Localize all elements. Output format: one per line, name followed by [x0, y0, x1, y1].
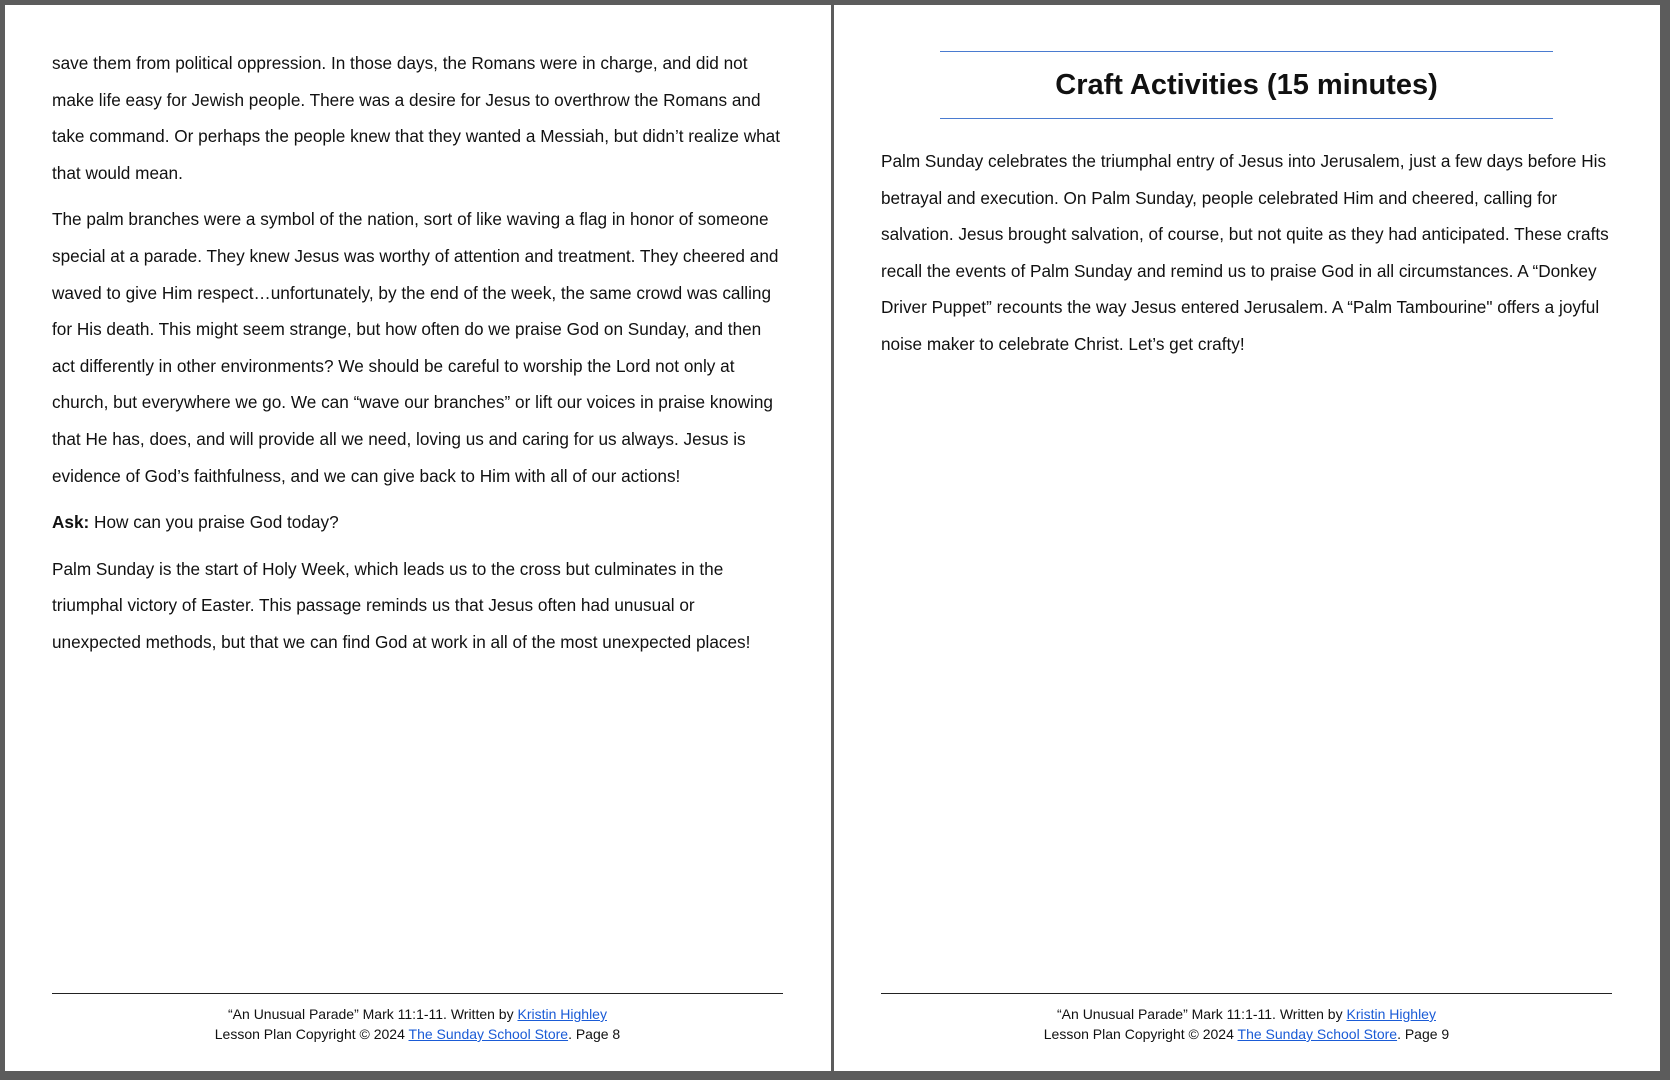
- author-link[interactable]: Kristin Highley: [1346, 1006, 1436, 1022]
- footer-copyright: Lesson Plan Copyright © 2024: [1043, 1026, 1238, 1042]
- author-link[interactable]: Kristin Highley: [517, 1006, 607, 1022]
- footer-line-2: [52, 1024, 783, 1044]
- page-footer: [52, 993, 783, 1044]
- ask-paragraph: [52, 504, 782, 541]
- body-paragraph: The palm branches were a symbol of the nation, sort of like waving a flag in honor of someone special at a parade. They knew Jesus was worthy of attention and treatment. They cheered and waved to give Him respect…unfortunately, by the end of the week, the same crowd was calling for His death. This might seem strange, but how often do we praise God on Sunday, and then act differently in other environments? We should be careful to worship the Lord not only at church, but everywhere we go. We can “wave our branches” or lift our voices in praise knowing that He has, does, and will provide all we need, loving us and caring for us always. Jesus is evidence of God’s faithfulness, and we can give back to Him with all of our actions!: [52, 209, 779, 486]
- ask-question: How can you praise God today?: [89, 512, 339, 533]
- page-number: . Page 9: [1397, 1026, 1450, 1042]
- body-paragraph: Palm Sunday is the start of Holy Week, which leads us to the cross but culminates in the triumphal victory of Easter. This passage reminds us that Jesus often had unusual or unexpected methods, but that we can find God at work in all of the most unexpected places!: [52, 558, 751, 652]
- ask-label: Ask:: [52, 512, 90, 533]
- footer-line-2: [881, 1024, 1612, 1044]
- store-link[interactable]: The Sunday School Store: [1237, 1026, 1398, 1042]
- footer-line-1: [881, 1004, 1612, 1024]
- section-heading-box: [940, 51, 1553, 119]
- section-heading: Craft Activities (15 minutes): [1055, 69, 1438, 101]
- page-footer: [881, 993, 1612, 1044]
- footer-line-1: [52, 1004, 783, 1024]
- page-9-body: [881, 143, 1621, 373]
- page-9: [834, 5, 1660, 1071]
- page-8: [5, 5, 831, 1071]
- footer-lesson-title: “An Unusual Parade” Mark 11:1-11. Written by: [1057, 1006, 1347, 1022]
- footer-copyright: Lesson Plan Copyright © 2024: [214, 1026, 409, 1042]
- page-8-body: [52, 45, 782, 671]
- footer-lesson-title: “An Unusual Parade” Mark 11:1-11. Written by: [228, 1006, 518, 1022]
- body-paragraph: save them from political oppression. In those days, the Romans were in charge, and did not make life easy for Jewish people. There was a desire for Jesus to overthrow the Romans and take command. Or perhaps the people knew that they wanted a Messiah, but didn’t realize what that would mean.: [52, 53, 781, 183]
- store-link[interactable]: The Sunday School Store: [408, 1026, 569, 1042]
- page-number: . Page 8: [568, 1026, 621, 1042]
- body-paragraph: Palm Sunday celebrates the triumphal entry of Jesus into Jerusalem, just a few days before His betrayal and execution. On Palm Sunday, people celebrated Him and cheered, calling for salvation. Jesus brought salvation, of course, but not quite as they had anticipated. These crafts recall the events of Palm Sunday and remind us to praise God in all circumstances. A “Donkey Driver Puppet” recounts the way Jesus entered Jerusalem. A “Palm Tambourine" offers a joyful noise maker to celebrate Christ. Let’s get crafty!: [881, 151, 1609, 354]
